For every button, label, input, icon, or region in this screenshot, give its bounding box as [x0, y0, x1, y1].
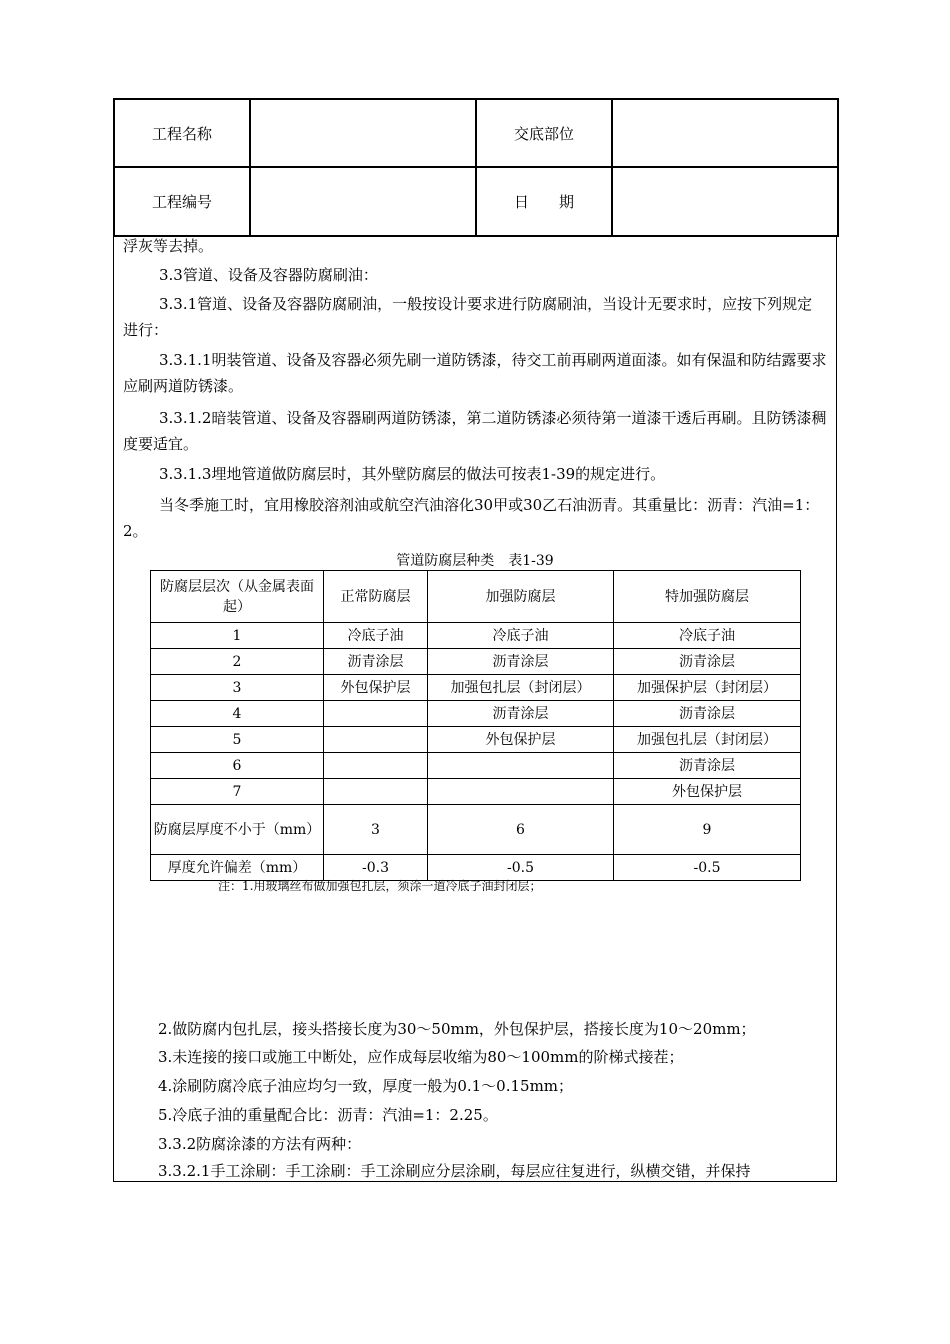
table-cell: -0.3	[324, 855, 428, 881]
paragraph-3-3-1-1: 3.3.1.1明装管道、设备及容器必须先刷一道防锈漆，待交工前再刷两道面漆。如有保温和防结露要求应刷两道防锈漆。	[123, 351, 827, 395]
table-header-cell: 正常防腐层	[324, 571, 428, 623]
table-cell: 沥青涂层	[614, 649, 801, 675]
table-cell: 7	[151, 779, 324, 805]
table-cell: 外包保护层	[614, 779, 801, 805]
table-cell: 3	[151, 675, 324, 701]
table-cell: 1	[151, 623, 324, 649]
anticorrosion-table	[150, 570, 801, 881]
paragraph-3-3-1: 3.3.1管道、设备及容器防腐刷油，一般按设计要求进行防腐刷油，当设计无要求时，应按下列规定进行：	[123, 295, 813, 339]
section-heading-3-3-2: 3.3.2防腐涂漆的方法有两种：	[158, 1135, 362, 1153]
table-row	[151, 779, 801, 805]
table-note: 注：1.用玻璃丝布做加强包扎层，须涂一道冷底子油封闭层；	[218, 879, 542, 893]
table-row	[151, 623, 801, 649]
date-field[interactable]	[612, 167, 838, 236]
table-cell: 2	[151, 649, 324, 675]
table-cell: 6	[428, 805, 614, 855]
paragraph-3-3-1-2: 3.3.1.2暗装管道、设备及容器刷两道防锈漆，第二道防锈漆必须待第一道漆干透后再刷。且防锈漆稠度要适宜。	[123, 409, 827, 453]
table-cell	[324, 701, 428, 727]
table-cell: 厚度允许偏差（mm）	[151, 855, 324, 881]
table-cell: 6	[151, 753, 324, 779]
table-caption: 管道防腐层种类 表1-39	[396, 553, 554, 569]
table-cell: -0.5	[614, 855, 801, 881]
table-cell: 5	[151, 727, 324, 753]
paragraph-winter: 当冬季施工时，宜用橡胶溶剂油或航空汽油溶化30甲或30乙石油沥青。其重量比：沥青：汽油=1：2。	[123, 496, 820, 540]
table-cell: 沥青涂层	[614, 753, 801, 779]
table-cell: 沥青涂层	[428, 701, 614, 727]
table-cell: 外包保护层	[324, 675, 428, 701]
table-row	[151, 675, 801, 701]
table-cell	[324, 779, 428, 805]
section-heading-3-3: 3.3管道、设备及容器防腐刷油：	[159, 266, 378, 284]
header-table	[113, 98, 839, 237]
table-cell	[324, 727, 428, 753]
table-cell: 沥青涂层	[428, 649, 614, 675]
table-cell	[428, 753, 614, 779]
table-cell: 加强保护层（封闭层）	[614, 675, 801, 701]
table-cell: 加强包扎层（封闭层）	[614, 727, 801, 753]
project-name-label: 工程名称	[114, 99, 250, 167]
table-header-row	[151, 571, 801, 623]
table-cell: 冷底子油	[428, 623, 614, 649]
table-cell: 沥青涂层	[324, 649, 428, 675]
table-header-cell: 加强防腐层	[428, 571, 614, 623]
table-cell: -0.5	[428, 855, 614, 881]
table-row	[151, 701, 801, 727]
note-item-3: 3.未连接的接口或施工中断处，应作成每层收缩为80～100mm的阶梯式接茬；	[158, 1048, 684, 1066]
table-cell: 冷底子油	[324, 623, 428, 649]
table-header-cell: 防腐层层次（从金属表面起）	[151, 571, 324, 623]
date-label: 日 期	[476, 167, 612, 236]
table-cell: 冷底子油	[614, 623, 801, 649]
table-row	[151, 805, 801, 855]
table-cell: 4	[151, 701, 324, 727]
table-cell: 3	[324, 805, 428, 855]
table-header-cell: 特加强防腐层	[614, 571, 801, 623]
paragraph-3-3-2-1: 3.3.2.1手工涂刷：手工涂刷：手工涂刷应分层涂刷，每层应往复进行，纵横交错，并保持	[158, 1162, 751, 1180]
table-cell: 沥青涂层	[614, 701, 801, 727]
table-row	[151, 753, 801, 779]
table-cell: 9	[614, 805, 801, 855]
table-row	[151, 649, 801, 675]
note-item-2: 2.做防腐内包扎层，接头搭接长度为30～50mm，外包保护层，搭接长度为10～20mm；	[158, 1020, 756, 1038]
note-item-4: 4.涂刷防腐冷底子油应均匀一致，厚度一般为0.1～0.15mm；	[158, 1077, 574, 1095]
table-cell: 防腐层厚度不小于（mm）	[151, 805, 324, 855]
table-cell	[324, 753, 428, 779]
table-cell: 外包保护层	[428, 727, 614, 753]
note-item-5: 5.冷底子油的重量配合比：沥青：汽油=1：2.25。	[158, 1106, 498, 1124]
disclosure-part-field[interactable]	[612, 99, 838, 167]
table-cell: 加强包扎层（封闭层）	[428, 675, 614, 701]
paragraph-continuation: 浮灰等去掉。	[123, 237, 214, 255]
disclosure-part-label: 交底部位	[476, 99, 612, 167]
project-code-field[interactable]	[250, 167, 476, 236]
paragraph-3-3-1-3: 3.3.1.3埋地管道做防腐层时，其外壁防腐层的做法可按表1-39的规定进行。	[159, 465, 666, 483]
table-row	[151, 727, 801, 753]
project-name-field[interactable]	[250, 99, 476, 167]
table-cell	[428, 779, 614, 805]
project-code-label: 工程编号	[114, 167, 250, 236]
